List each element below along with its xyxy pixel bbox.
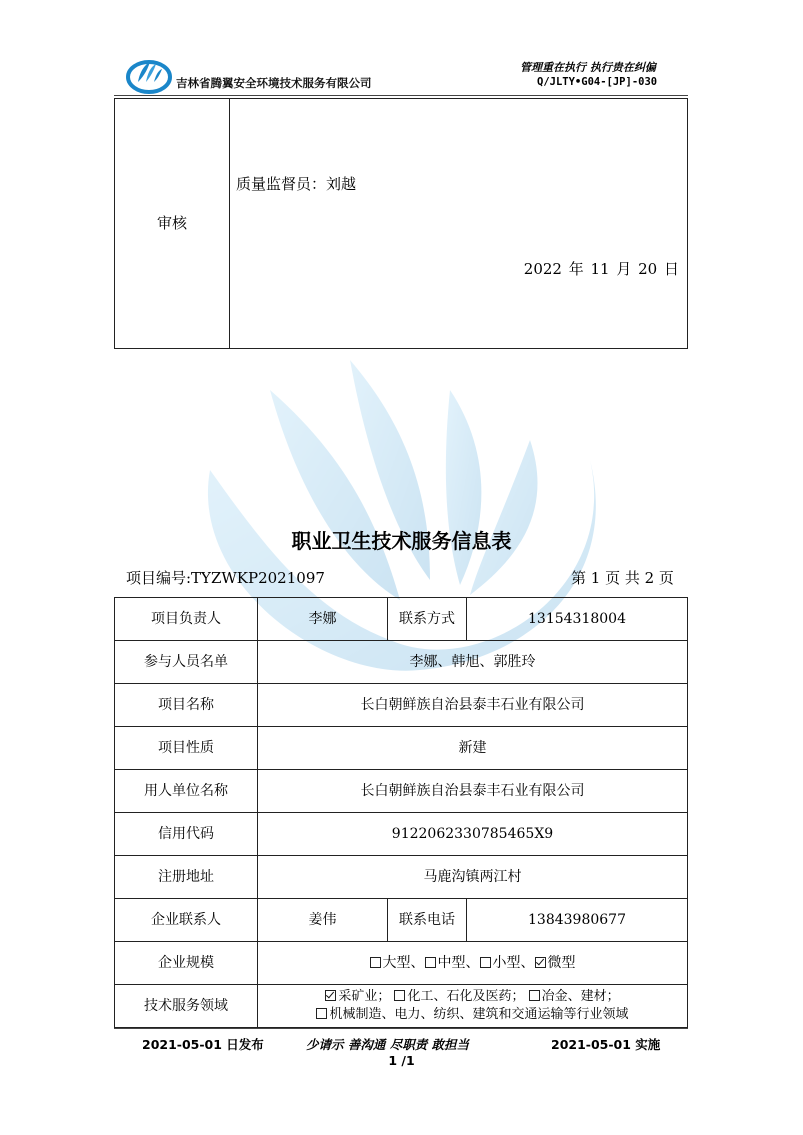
field-line-1 — [258, 988, 687, 1006]
checkbox-icon[interactable] — [394, 990, 405, 1001]
table-row — [115, 942, 688, 985]
address-label: 注册地址 — [115, 856, 258, 899]
company-name: 吉林省腾翼安全环境技术服务有限公司 — [176, 76, 372, 90]
scale-option-small[interactable]: 小型、 — [480, 955, 535, 971]
footer-slogan: 少请示 善沟通 尽职责 敢担当 — [306, 1037, 470, 1052]
credit-value: 9122062330785465X9 — [258, 813, 688, 856]
project-number: 项目编号:TYZWKP2021097 — [126, 569, 325, 587]
members-value: 李娜、韩旭、郭胜玲 — [258, 641, 688, 684]
employer-value: 长白朝鲜族自治县泰丰石业有限公司 — [258, 770, 688, 813]
table-row — [115, 684, 688, 727]
review-divider — [229, 99, 230, 348]
scale-label: 企业规模 — [115, 942, 258, 985]
credit-label: 信用代码 — [115, 813, 258, 856]
scale-option-large[interactable]: 大型、 — [370, 955, 425, 971]
header-motto: 管理重在执行 执行贵在纠偏 — [520, 61, 656, 74]
scale-option-medium[interactable]: 中型、 — [425, 955, 480, 971]
address-value: 马鹿沟镇两江村 — [258, 856, 688, 899]
project-name-label: 项目名称 — [115, 684, 258, 727]
corp-contact-label: 企业联系人 — [115, 899, 258, 942]
footer-rule — [114, 1028, 688, 1029]
field-option-metallurgy[interactable]: 冶金、建材； — [529, 989, 620, 1004]
table-row — [115, 813, 688, 856]
page-info: 第 1 页 共 2 页 — [571, 569, 674, 587]
table-row — [115, 985, 688, 1028]
table-row — [115, 899, 688, 942]
phone-label: 联系电话 — [388, 899, 467, 942]
review-label: 审核 — [156, 214, 187, 232]
table-row — [115, 856, 688, 899]
employer-label: 用人单位名称 — [115, 770, 258, 813]
review-date: 2022 年 11 月 20 日 — [523, 260, 679, 278]
nature-label: 项目性质 — [115, 727, 258, 770]
field-label: 技术服务领域 — [115, 985, 258, 1028]
table-row — [115, 641, 688, 684]
field-option-mining[interactable]: 采矿业； — [325, 989, 390, 1004]
leader-label: 项目负责人 — [115, 598, 258, 641]
scale-options — [258, 942, 688, 985]
review-table — [114, 98, 688, 349]
corp-contact-value: 姜伟 — [258, 899, 388, 942]
company-logo-icon — [126, 56, 172, 94]
nature-value: 新建 — [258, 727, 688, 770]
scale-option-micro[interactable]: 微型 — [535, 955, 576, 971]
quality-supervisor: 质量监督员：刘越 — [236, 175, 357, 193]
field-options — [258, 985, 688, 1028]
service-info-table — [114, 597, 688, 1028]
leader-value: 李娜 — [258, 598, 388, 641]
checkbox-icon[interactable] — [529, 990, 540, 1001]
publish-date: 2021-05-01 日发布 — [142, 1037, 264, 1052]
document-number: Q/JLTY•G04-[JP]-030 — [537, 76, 658, 88]
members-label: 参与人员名单 — [115, 641, 258, 684]
field-option-chemical[interactable]: 化工、石化及医药； — [394, 989, 524, 1004]
contact-label: 联系方式 — [388, 598, 467, 641]
table-row — [115, 727, 688, 770]
field-option-manufacturing[interactable]: 机械制造、电力、纺织、建筑和交通运输等行业领域 — [316, 1007, 628, 1022]
checkbox-icon[interactable] — [425, 957, 436, 968]
effective-date: 2021-05-01 实施 — [551, 1037, 661, 1052]
field-line-2 — [258, 1006, 687, 1024]
project-name-value: 长白朝鲜族自治县泰丰石业有限公司 — [258, 684, 688, 727]
table-row — [115, 770, 688, 813]
phone-value: 13843980677 — [467, 899, 688, 942]
table-row — [115, 598, 688, 641]
checkbox-icon[interactable] — [535, 957, 546, 968]
checkbox-icon[interactable] — [325, 990, 336, 1001]
contact-value: 13154318004 — [467, 598, 688, 641]
checkbox-icon[interactable] — [370, 957, 381, 968]
header-rule — [114, 95, 688, 96]
page-number: 1 /1 — [388, 1053, 415, 1068]
checkbox-icon[interactable] — [316, 1008, 327, 1019]
checkbox-icon[interactable] — [480, 957, 491, 968]
form-title: 职业卫生技术服务信息表 — [291, 529, 512, 553]
